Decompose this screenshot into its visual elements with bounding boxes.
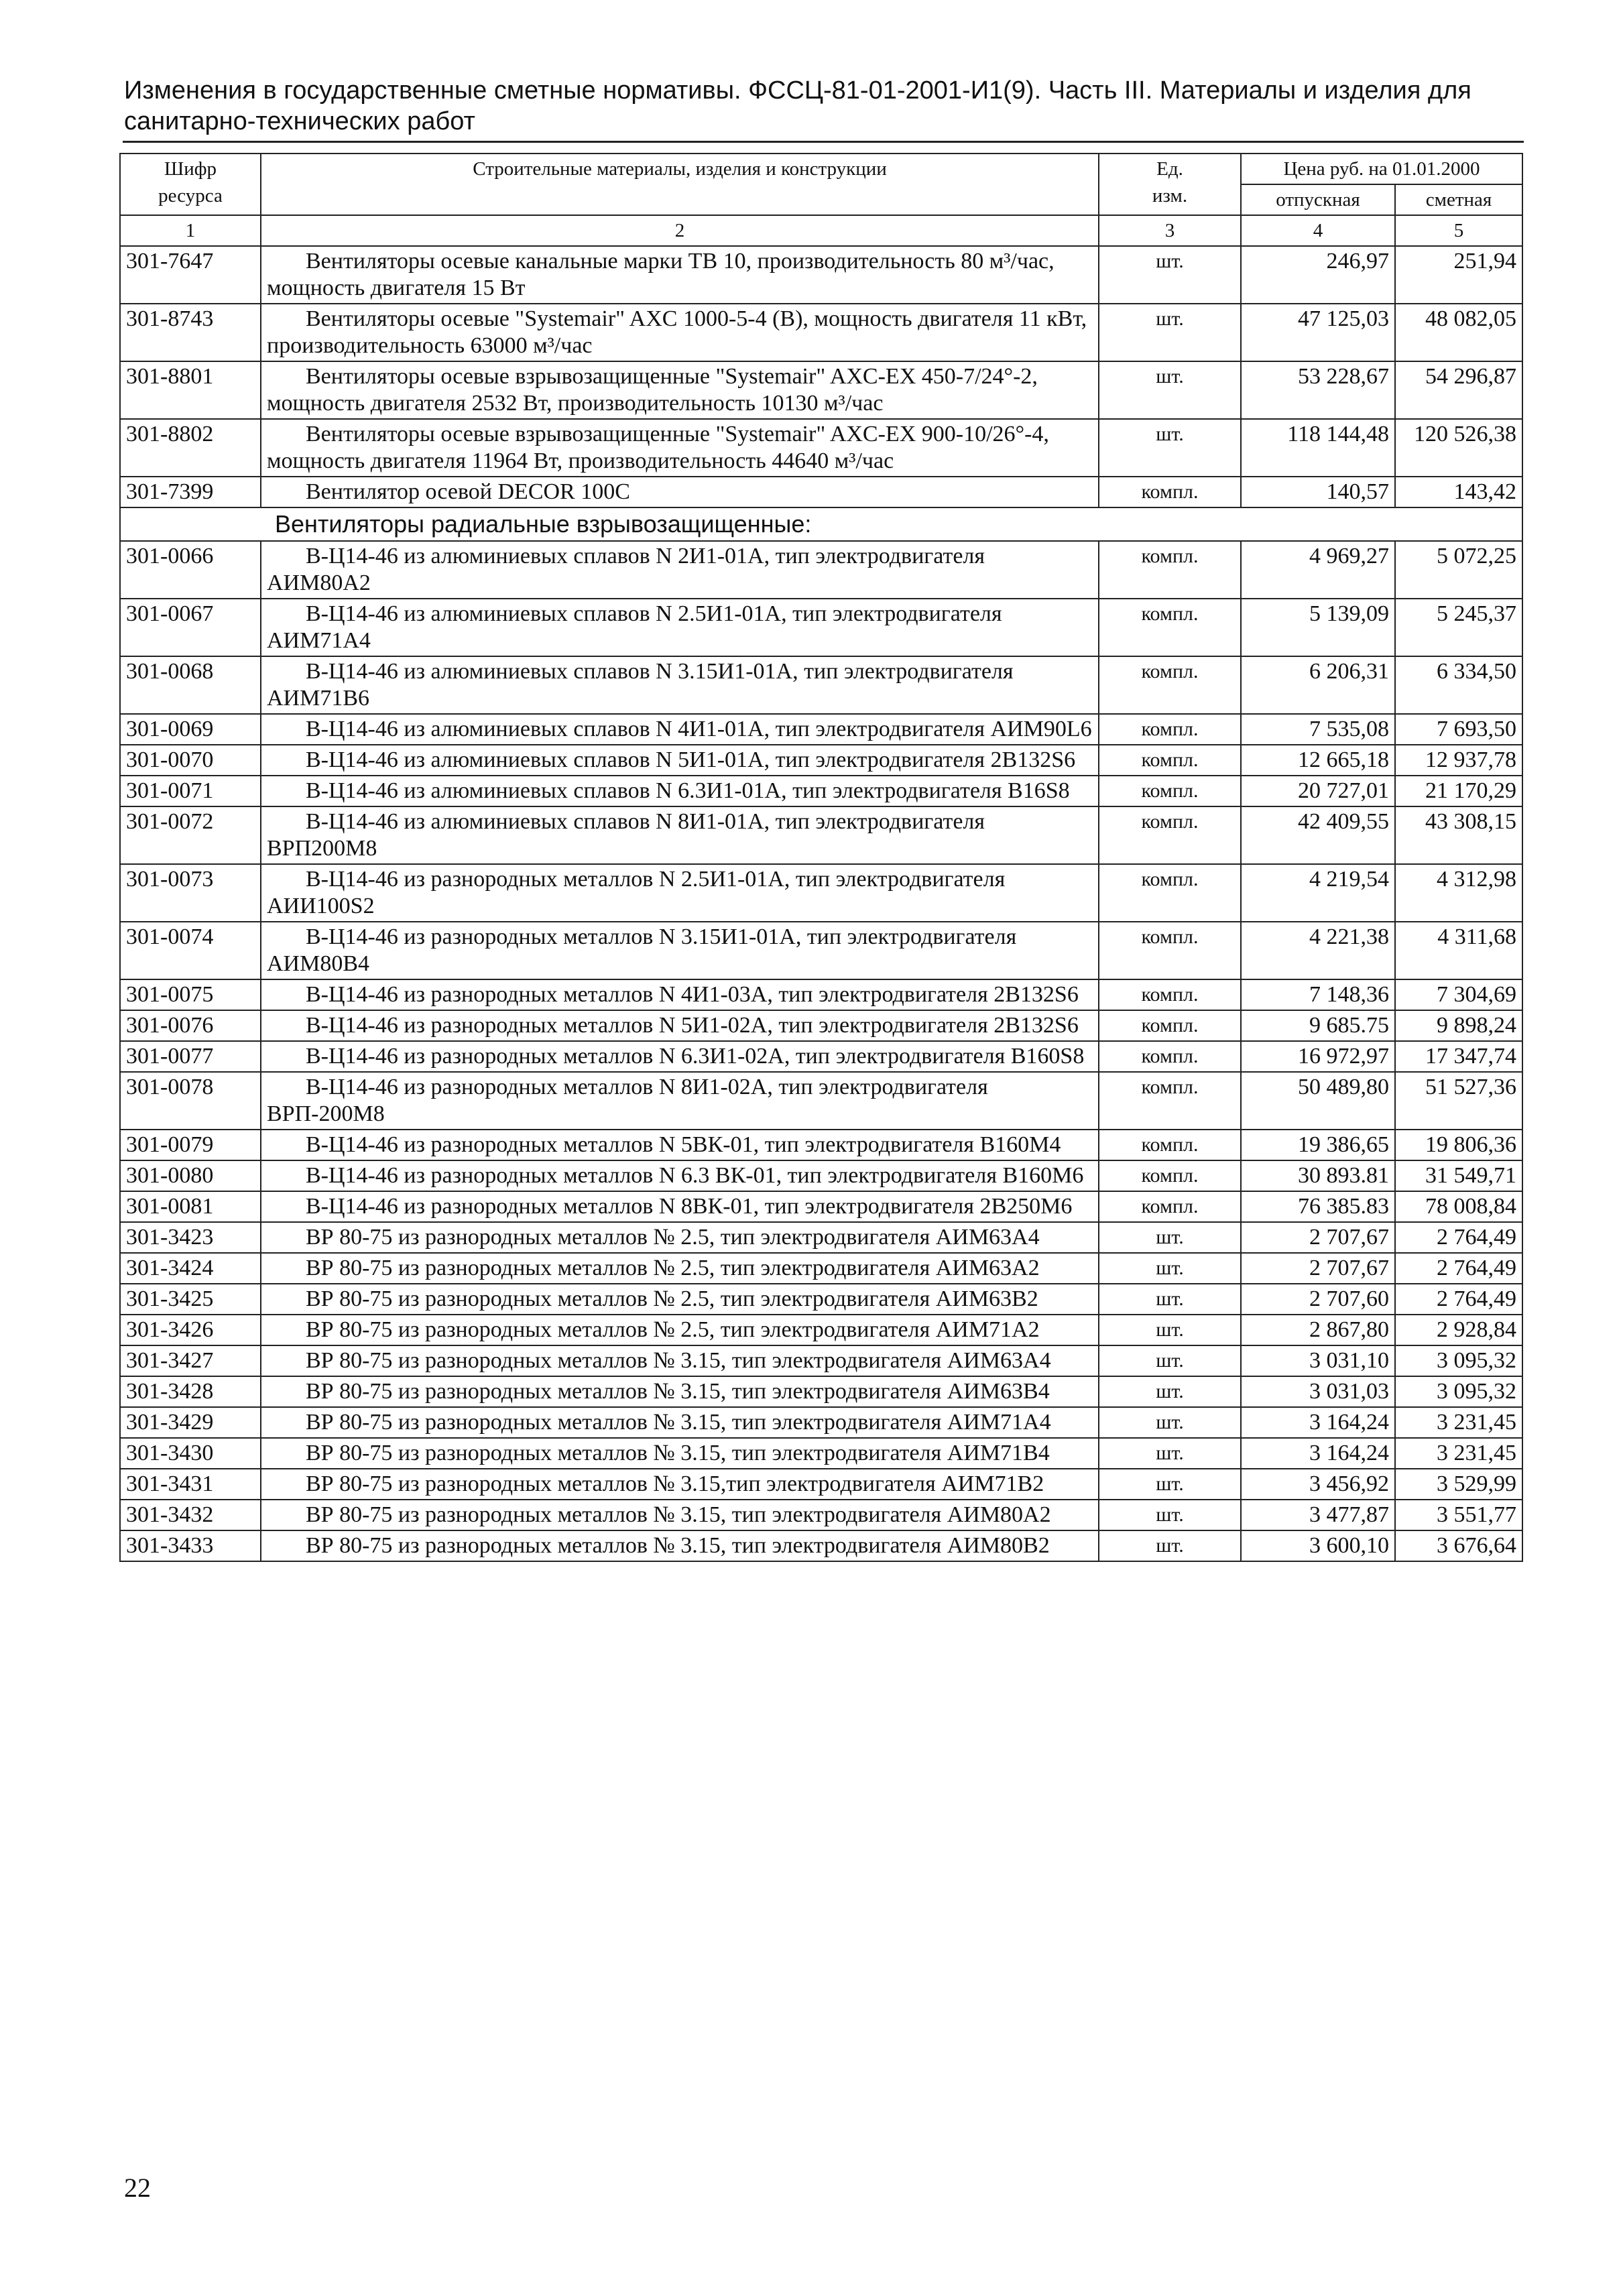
cell-unit: компл. [1099, 1041, 1241, 1072]
page-number: 22 [124, 2173, 151, 2203]
cell-price-release: 9 685.75 [1241, 1010, 1395, 1041]
cell-price-estimate: 48 082,05 [1395, 304, 1522, 361]
table-row [120, 1253, 1522, 1284]
cell-name: В-Ц14-46 из разнородных металлов N 6.3 ВК-01, тип электродвигателя В160М6 [261, 1160, 1099, 1191]
cell-unit: шт. [1099, 1376, 1241, 1407]
cell-unit: компл. [1099, 1130, 1241, 1160]
cell-code: 301-0070 [120, 745, 261, 776]
cell-unit: компл. [1099, 1160, 1241, 1191]
cell-price-estimate: 6 334,50 [1395, 656, 1522, 714]
table-row [120, 599, 1522, 656]
cell-unit: компл. [1099, 864, 1241, 922]
cell-name: В-Ц14-46 из алюминиевых сплавов N 2И1-01А, тип электродвигателя АИМ80А2 [261, 541, 1099, 599]
cell-name: В-Ц14-46 из разнородных металлов N 8ВК-01, тип электродвигателя 2В250М6 [261, 1191, 1099, 1222]
table-row [120, 656, 1522, 714]
cell-name: Вентиляторы осевые канальные марки ТВ 10, производительность 80 м³/час, мощность двигателя 15 Вт [261, 246, 1099, 304]
cell-unit: компл. [1099, 656, 1241, 714]
column-number: 3 [1099, 215, 1241, 246]
header-unit: Ед. изм. [1099, 154, 1241, 215]
table-row [120, 1500, 1522, 1530]
header-line-2: санитарно-технических работ [124, 107, 475, 135]
cell-price-release: 6 206,31 [1241, 656, 1395, 714]
cell-price-release: 2 707,67 [1241, 1253, 1395, 1284]
table-row [120, 1130, 1522, 1160]
cell-code: 301-0078 [120, 1072, 261, 1130]
cell-code: 301-7399 [120, 477, 261, 507]
table-row [120, 922, 1522, 979]
cell-name: В-Ц14-46 из алюминиевых сплавов N 6.3И1-01А, тип электродвигателя В16S8 [261, 776, 1099, 806]
cell-name: ВР 80-75 из разнородных металлов № 3.15, тип электродвигателя АИМ71А4 [261, 1407, 1099, 1438]
header-divider [123, 141, 1524, 143]
cell-price-estimate: 3 231,45 [1395, 1407, 1522, 1438]
cell-price-estimate: 7 304,69 [1395, 979, 1522, 1010]
cell-name: Вентиляторы осевые "Systemair" AXC 1000-5-4 (B), мощность двигателя 11 кВт, производительность 63000 м³/час [261, 304, 1099, 361]
cell-price-release: 12 665,18 [1241, 745, 1395, 776]
cell-price-release: 246,97 [1241, 246, 1395, 304]
cell-price-estimate: 78 008,84 [1395, 1191, 1522, 1222]
table-row [120, 979, 1522, 1010]
cell-price-release: 3 031,03 [1241, 1376, 1395, 1407]
cell-price-release: 20 727,01 [1241, 776, 1395, 806]
cell-price-estimate: 2 928,84 [1395, 1315, 1522, 1345]
cell-code: 301-0069 [120, 714, 261, 745]
cell-price-release: 42 409,55 [1241, 806, 1395, 864]
table-row [120, 1072, 1522, 1130]
cell-unit: шт. [1099, 1407, 1241, 1438]
header-line-1: Изменения в государственные сметные нормативы. ФССЦ-81-01-2001-И1(9). Часть III. Материалы и изделия для [124, 76, 1471, 105]
cell-code: 301-3425 [120, 1284, 261, 1315]
cell-price-release: 4 221,38 [1241, 922, 1395, 979]
cell-name: ВР 80-75 из разнородных металлов № 2.5, тип электродвигателя АИМ63А4 [261, 1222, 1099, 1253]
cell-code: 301-3426 [120, 1315, 261, 1345]
cell-price-estimate: 3 551,77 [1395, 1500, 1522, 1530]
cell-name: В-Ц14-46 из разнородных металлов N 4И1-03А, тип электродвигателя 2В132S6 [261, 979, 1099, 1010]
cell-name: В-Ц14-46 из алюминиевых сплавов N 2.5И1-01А, тип электродвигателя АИМ71А4 [261, 599, 1099, 656]
cell-code: 301-3424 [120, 1253, 261, 1284]
cell-name: ВР 80-75 из разнородных металлов № 3.15, тип электродвигателя АИМ80В2 [261, 1530, 1099, 1561]
table-row [120, 1407, 1522, 1438]
cell-code: 301-0077 [120, 1041, 261, 1072]
cell-price-release: 140,57 [1241, 477, 1395, 507]
cell-unit: шт. [1099, 1315, 1241, 1345]
cell-price-estimate: 4 312,98 [1395, 864, 1522, 922]
group-title: Вентиляторы радиальные взрывозащищенные: [120, 507, 1522, 541]
cell-price-release: 7 535,08 [1241, 714, 1395, 745]
cell-unit: шт. [1099, 1530, 1241, 1561]
table-row [120, 541, 1522, 599]
cell-price-release: 4 969,27 [1241, 541, 1395, 599]
table-body-top [120, 246, 1522, 507]
table-body-group [120, 541, 1522, 1561]
cell-price-estimate: 54 296,87 [1395, 361, 1522, 419]
table-row [120, 1530, 1522, 1561]
cell-name: Вентиляторы осевые взрывозащищенные "Systemair" AXC-EX 900-10/26°-4, мощность двигателя 11964 Вт, производительность 44640 м³/час [261, 419, 1099, 477]
cell-unit: компл. [1099, 477, 1241, 507]
cell-price-estimate: 2 764,49 [1395, 1253, 1522, 1284]
table-row [120, 1469, 1522, 1500]
table-row [120, 864, 1522, 922]
cell-unit: компл. [1099, 714, 1241, 745]
cell-code: 301-3429 [120, 1407, 261, 1438]
cell-code: 301-3427 [120, 1345, 261, 1376]
cell-price-estimate: 5 245,37 [1395, 599, 1522, 656]
cell-price-release: 16 972,97 [1241, 1041, 1395, 1072]
cell-unit: шт. [1099, 246, 1241, 304]
cell-code: 301-0073 [120, 864, 261, 922]
cell-unit: шт. [1099, 419, 1241, 477]
table-row [120, 1010, 1522, 1041]
cell-code: 301-0071 [120, 776, 261, 806]
cell-code: 301-3432 [120, 1500, 261, 1530]
cell-code: 301-8801 [120, 361, 261, 419]
cell-price-release: 50 489,80 [1241, 1072, 1395, 1130]
table-row [120, 745, 1522, 776]
table-row [120, 1438, 1522, 1469]
table-row [120, 361, 1522, 419]
cell-name: Вентилятор осевой DECOR 100C [261, 477, 1099, 507]
cell-price-estimate: 51 527,36 [1395, 1072, 1522, 1130]
cell-unit: шт. [1099, 1284, 1241, 1315]
cell-price-release: 118 144,48 [1241, 419, 1395, 477]
table-row [120, 304, 1522, 361]
cell-unit: компл. [1099, 806, 1241, 864]
table-row [120, 1160, 1522, 1191]
cell-unit: компл. [1099, 599, 1241, 656]
cell-code: 301-0074 [120, 922, 261, 979]
cell-price-estimate: 3 676,64 [1395, 1530, 1522, 1561]
cell-price-release: 30 893.81 [1241, 1160, 1395, 1191]
cell-price-estimate: 120 526,38 [1395, 419, 1522, 477]
table-row [120, 806, 1522, 864]
price-table [119, 153, 1523, 1562]
column-number: 4 [1241, 215, 1395, 246]
cell-code: 301-7647 [120, 246, 261, 304]
cell-unit: шт. [1099, 304, 1241, 361]
cell-price-release: 19 386,65 [1241, 1130, 1395, 1160]
cell-code: 301-0080 [120, 1160, 261, 1191]
cell-unit: компл. [1099, 541, 1241, 599]
header-price-group: Цена руб. на 01.01.2000 [1241, 154, 1522, 184]
cell-name: ВР 80-75 из разнородных металлов № 3.15, тип электродвигателя АИМ71В4 [261, 1438, 1099, 1469]
cell-name: В-Ц14-46 из разнородных металлов N 2.5И1-01А, тип электродвигателя АИИ100S2 [261, 864, 1099, 922]
cell-name: В-Ц14-46 из разнородных металлов N 5И1-02А, тип электродвигателя 2В132S6 [261, 1010, 1099, 1041]
cell-code: 301-0068 [120, 656, 261, 714]
cell-price-release: 2 707,60 [1241, 1284, 1395, 1315]
column-number: 2 [261, 215, 1099, 246]
cell-name: В-Ц14-46 из разнородных металлов N 5ВК-01, тип электродвигателя В160М4 [261, 1130, 1099, 1160]
cell-price-estimate: 3 529,99 [1395, 1469, 1522, 1500]
cell-unit: компл. [1099, 745, 1241, 776]
table-row [120, 1191, 1522, 1222]
cell-name: ВР 80-75 из разнородных металлов № 3.15, тип электродвигателя АИМ63В4 [261, 1376, 1099, 1407]
table-group [120, 507, 1522, 541]
cell-price-estimate: 3 095,32 [1395, 1345, 1522, 1376]
cell-name: В-Ц14-46 из алюминиевых сплавов N 4И1-01А, тип электродвигателя АИМ90L6 [261, 714, 1099, 745]
cell-price-estimate: 5 072,25 [1395, 541, 1522, 599]
cell-name: В-Ц14-46 из разнородных металлов N 6.3И1-02А, тип электродвигателя В160S8 [261, 1041, 1099, 1072]
cell-price-estimate: 2 764,49 [1395, 1222, 1522, 1253]
table-row [120, 477, 1522, 507]
cell-name: ВР 80-75 из разнородных металлов № 2.5, тип электродвигателя АИМ63А2 [261, 1253, 1099, 1284]
cell-name: В-Ц14-46 из алюминиевых сплавов N 8И1-01А, тип электродвигателя ВРП200М8 [261, 806, 1099, 864]
cell-code: 301-0081 [120, 1191, 261, 1222]
cell-code: 301-3431 [120, 1469, 261, 1500]
cell-price-estimate: 3 095,32 [1395, 1376, 1522, 1407]
cell-unit: шт. [1099, 1469, 1241, 1500]
cell-price-estimate: 31 549,71 [1395, 1160, 1522, 1191]
cell-code: 301-0079 [120, 1130, 261, 1160]
cell-name: ВР 80-75 из разнородных металлов № 3.15, тип электродвигателя АИМ63А4 [261, 1345, 1099, 1376]
cell-name: ВР 80-75 из разнородных металлов № 3.15, тип электродвигателя АИМ80А2 [261, 1500, 1099, 1530]
group-row [120, 507, 1522, 541]
cell-code: 301-3433 [120, 1530, 261, 1561]
cell-price-release: 76 385.83 [1241, 1191, 1395, 1222]
cell-unit: компл. [1099, 922, 1241, 979]
cell-code: 301-3430 [120, 1438, 261, 1469]
column-number: 1 [120, 215, 261, 246]
cell-price-estimate: 21 170,29 [1395, 776, 1522, 806]
cell-unit: шт. [1099, 1500, 1241, 1530]
table-row [120, 1222, 1522, 1253]
cell-unit: шт. [1099, 1222, 1241, 1253]
table-row [120, 776, 1522, 806]
cell-unit: шт. [1099, 361, 1241, 419]
cell-price-estimate: 2 764,49 [1395, 1284, 1522, 1315]
table-row [120, 1376, 1522, 1407]
header-code: Шифр ресурса [120, 154, 261, 215]
header-name: Строительные материалы, изделия и конструкции [261, 154, 1099, 215]
cell-unit: шт. [1099, 1253, 1241, 1284]
cell-code: 301-0072 [120, 806, 261, 864]
cell-price-release: 3 456,92 [1241, 1469, 1395, 1500]
table-row [120, 246, 1522, 304]
cell-price-release: 47 125,03 [1241, 304, 1395, 361]
cell-price-release: 3 600,10 [1241, 1530, 1395, 1561]
cell-name: В-Ц14-46 из алюминиевых сплавов N 5И1-01А, тип электродвигателя 2В132S6 [261, 745, 1099, 776]
cell-code: 301-8802 [120, 419, 261, 477]
cell-code: 301-0075 [120, 979, 261, 1010]
cell-name: ВР 80-75 из разнородных металлов № 2.5, тип электродвигателя АИМ71А2 [261, 1315, 1099, 1345]
cell-price-release: 3 477,87 [1241, 1500, 1395, 1530]
cell-name: В-Ц14-46 из разнородных металлов N 3.15И1-01А, тип электродвигателя АИМ80В4 [261, 922, 1099, 979]
cell-unit: компл. [1099, 1010, 1241, 1041]
cell-price-release: 5 139,09 [1241, 599, 1395, 656]
cell-price-estimate: 12 937,78 [1395, 745, 1522, 776]
column-number: 5 [1395, 215, 1522, 246]
cell-price-estimate: 143,42 [1395, 477, 1522, 507]
cell-code: 301-0076 [120, 1010, 261, 1041]
header-price-estimate: сметная [1395, 184, 1522, 215]
cell-code: 301-0066 [120, 541, 261, 599]
cell-name: ВР 80-75 из разнородных металлов № 2.5, тип электродвигателя АИМ63В2 [261, 1284, 1099, 1315]
cell-unit: компл. [1099, 776, 1241, 806]
cell-code: 301-3428 [120, 1376, 261, 1407]
cell-unit: шт. [1099, 1345, 1241, 1376]
cell-price-estimate: 4 311,68 [1395, 922, 1522, 979]
cell-name: ВР 80-75 из разнородных металлов № 3.15,тип электродвигателя АИМ71В2 [261, 1469, 1099, 1500]
cell-code: 301-0067 [120, 599, 261, 656]
cell-price-estimate: 3 231,45 [1395, 1438, 1522, 1469]
cell-price-estimate: 43 308,15 [1395, 806, 1522, 864]
cell-price-release: 3 164,24 [1241, 1438, 1395, 1469]
document-header [124, 75, 1518, 137]
cell-code: 301-3423 [120, 1222, 261, 1253]
cell-price-estimate: 251,94 [1395, 246, 1522, 304]
cell-unit: компл. [1099, 1072, 1241, 1130]
cell-price-estimate: 7 693,50 [1395, 714, 1522, 745]
cell-price-estimate: 19 806,36 [1395, 1130, 1522, 1160]
cell-price-estimate: 9 898,24 [1395, 1010, 1522, 1041]
cell-name: В-Ц14-46 из разнородных металлов N 8И1-02А, тип электродвигателя ВРП-200М8 [261, 1072, 1099, 1130]
cell-unit: шт. [1099, 1438, 1241, 1469]
cell-price-release: 7 148,36 [1241, 979, 1395, 1010]
cell-unit: компл. [1099, 979, 1241, 1010]
table-row [120, 1315, 1522, 1345]
cell-price-release: 4 219,54 [1241, 864, 1395, 922]
cell-price-release: 2 707,67 [1241, 1222, 1395, 1253]
cell-price-estimate: 17 347,74 [1395, 1041, 1522, 1072]
cell-name: Вентиляторы осевые взрывозащищенные "Systemair" AXC-EX 450-7/24°-2, мощность двигателя 2532 Вт, производительность 10130 м³/час [261, 361, 1099, 419]
cell-price-release: 2 867,80 [1241, 1315, 1395, 1345]
header-price-release: отпускная [1241, 184, 1395, 215]
table-row [120, 1284, 1522, 1315]
cell-unit: компл. [1099, 1191, 1241, 1222]
cell-price-release: 53 228,67 [1241, 361, 1395, 419]
table-row [120, 714, 1522, 745]
cell-price-release: 3 164,24 [1241, 1407, 1395, 1438]
table-row [120, 1345, 1522, 1376]
cell-name: В-Ц14-46 из алюминиевых сплавов N 3.15И1-01А, тип электродвигателя АИМ71В6 [261, 656, 1099, 714]
table-row [120, 419, 1522, 477]
cell-price-release: 3 031,10 [1241, 1345, 1395, 1376]
cell-code: 301-8743 [120, 304, 261, 361]
table-row [120, 1041, 1522, 1072]
